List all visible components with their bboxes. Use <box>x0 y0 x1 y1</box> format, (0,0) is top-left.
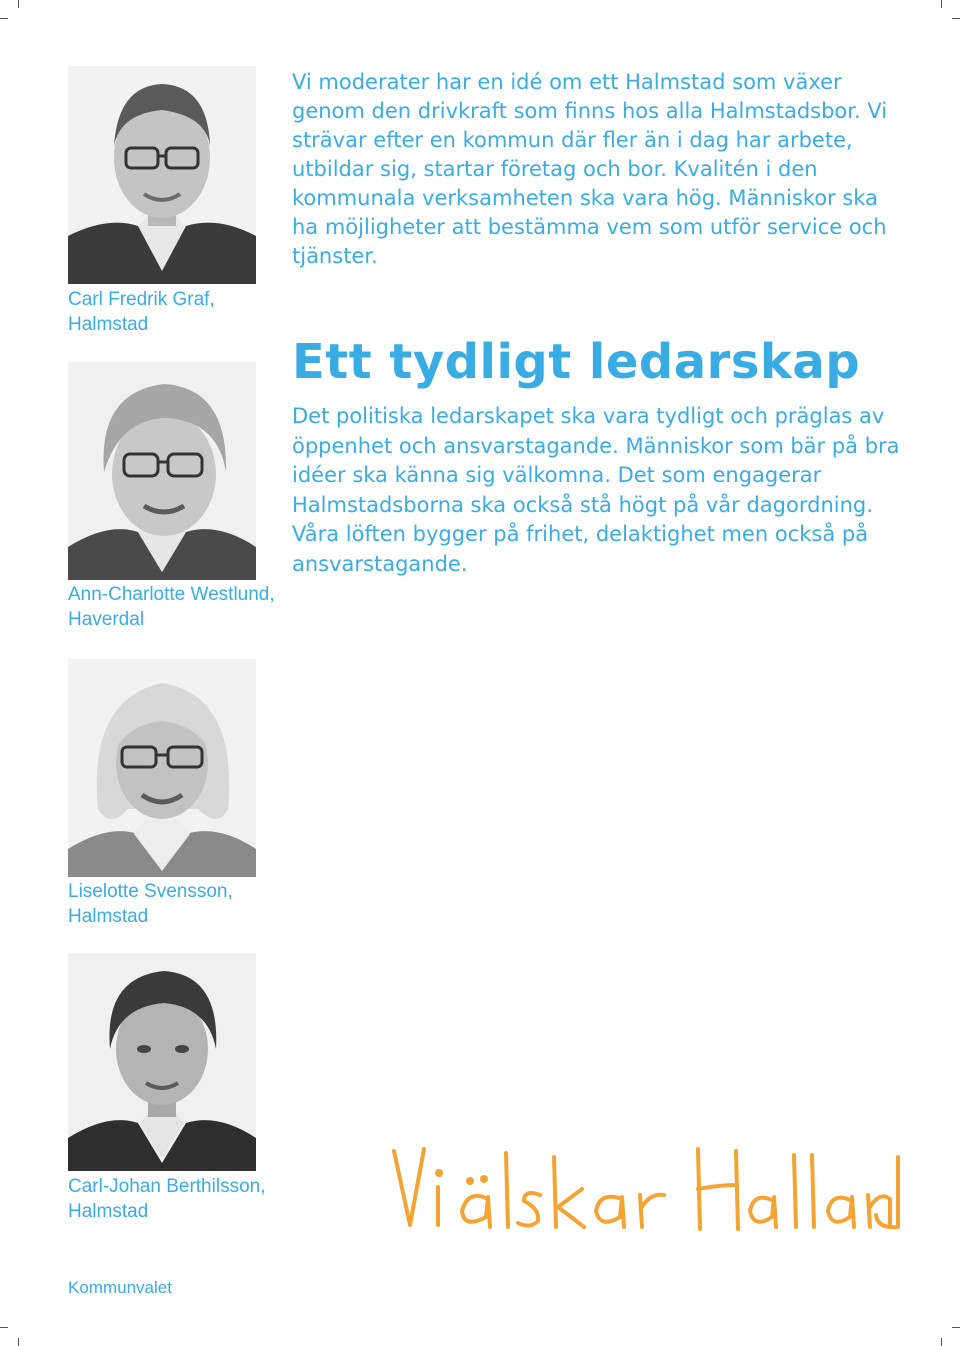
person-name: Carl Fredrik Graf, <box>68 289 215 310</box>
crop-mark <box>941 0 942 8</box>
portrait-woman-glasses <box>68 362 256 580</box>
person-name: Liselotte Svensson, <box>68 881 233 902</box>
person-place: Halmstad <box>68 314 149 335</box>
person-name: Carl-Johan Berthilsson, <box>68 1176 266 1197</box>
portrait-man-dark-hair <box>68 953 256 1171</box>
crop-mark <box>0 18 8 19</box>
portrait-photo <box>68 362 256 580</box>
portrait-caption <box>68 879 278 929</box>
crop-mark <box>952 1327 960 1328</box>
person-place: Halmstad <box>68 906 149 927</box>
intro-paragraph: Vi moderater har en idé om ett Halmstad som växer genom den drivkraft som finns hos alla Halmstadsbor. Vi strävar efter en kommun där fler än i dag har arbete, utbildar sig, startar företag och bor. Kvalitén i den kommunala verksamheten ska vara hög. Människor ska ha möjligheter att bestämma vem som utför service och tjänster. <box>292 70 888 268</box>
crop-mark <box>0 1327 8 1328</box>
portrait-caption <box>68 582 278 632</box>
portrait-caption <box>68 287 278 337</box>
body-paragraph: Det politiska ledarskapet ska vara tydligt och präglas av öppenhet och ansvarstagande. Människor som bär på bra idéer ska känna sig välkomna. Det som engagerar Halmstadsborna ska också stå högt på vår dagordning. Våra löften bygger på frihet, delaktighet men också på ansvarstagande. <box>292 404 900 576</box>
crop-mark <box>941 1338 942 1346</box>
person-place: Halmstad <box>68 1201 149 1222</box>
crop-mark <box>952 18 960 19</box>
portrait-photo <box>68 66 256 284</box>
person-place: Haverdal <box>68 609 145 630</box>
portrait-man-glasses <box>68 66 256 284</box>
footer-label: Kommunvalet <box>68 1278 172 1297</box>
crop-mark <box>18 1338 19 1346</box>
portrait-caption <box>68 1174 278 1224</box>
portrait-woman-blonde <box>68 659 256 877</box>
section-heading: Ett tydligt ledarskap <box>292 334 861 390</box>
portrait-photo <box>68 953 256 1171</box>
slogan-handwritten <box>390 1145 900 1235</box>
person-name: Ann-Charlotte Westlund, <box>68 584 275 605</box>
portrait-photo <box>68 659 256 877</box>
crop-mark <box>18 0 19 8</box>
